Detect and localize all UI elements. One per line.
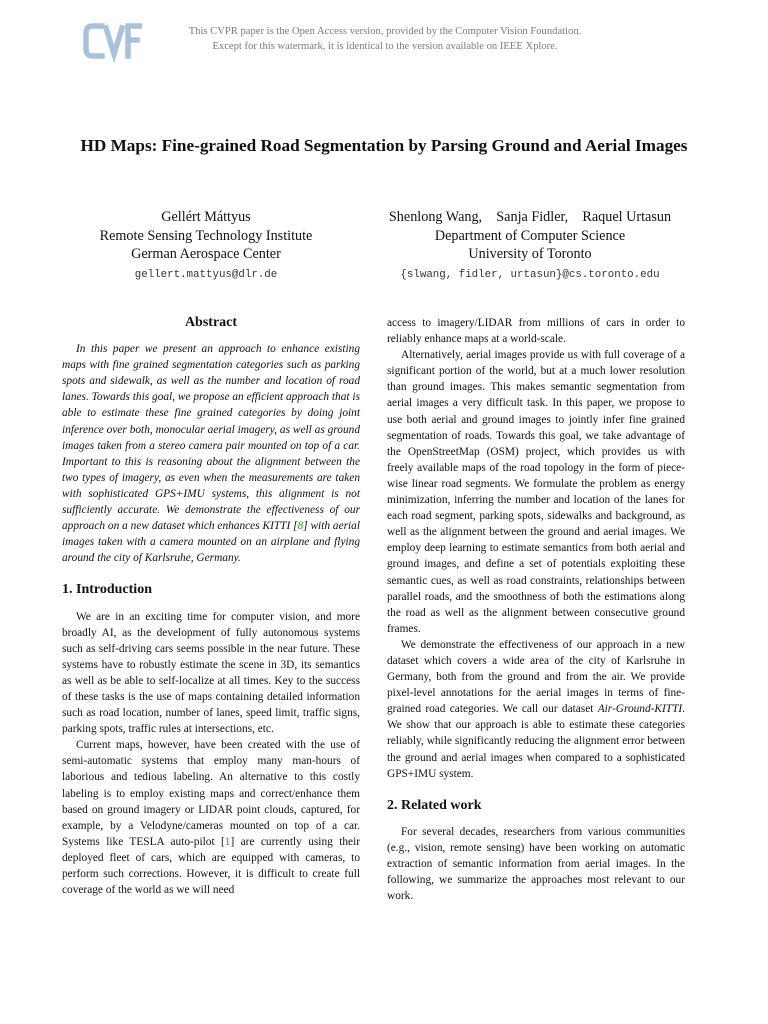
- author-affiliation: University of Toronto: [468, 246, 592, 262]
- author-block-left: [60, 208, 352, 284]
- abstract-text: In this paper we present an approach to enhance existing maps with fine grained segmentation categories such as parking spots and sidewalk, as well as the number and location of road lanes. Towards this goal, we propose an efficient approach that is able to estimate these fine grained categories by doing joint inference over both, monocular aerial imagery, as well as ground images taken from a stereo camera pair mounted on top of a car. Important to this is reasoning about the alignment between the two types of imagery, as even when the measurements are taken with sophisticated GPS+IMU systems, this alignment is not sufficiently accurate. We demonstrate the effectiveness of our approach on a new dataset which enhances KITTI [8] with aerial images taken with a camera mounted on an airplane and flying around the city of Karlsruhe, Germany.: [62, 343, 360, 565]
- citation-link[interactable]: 1: [224, 835, 231, 848]
- watermark-line-2: Except for this watermark, it is identical to the version available on IEEE Xplore.: [212, 41, 558, 52]
- section-heading-related-work: 2. Related work: [387, 797, 482, 813]
- right-column: [387, 315, 685, 904]
- author-affiliation: Department of Computer Science: [434, 227, 626, 244]
- paragraph: Current maps, however, have been created with the use of semi-automatic systems that employ many man-hours of laborious and tedious labeling. An alternative to this costly labeling is to employ existing maps and correct/enhance them based on ground imagery or LIDAR point clouds, captured, for example, by a Velodyne/cameras mounted on top of a car. Systems like TESLA auto-pilot [1] are currently using their deployed fleet of cars, which are equipped with cameras, to perform such corrections. However, it is difficult to create full coverage of the world as we will need: [62, 739, 360, 897]
- abstract-heading: Abstract: [184, 315, 238, 330]
- author-affiliation: German Aerospace Center: [131, 246, 281, 262]
- author-block-right: [352, 208, 708, 284]
- paper-title: HD Maps: Fine-grained Road Segmentation by Parsing Ground and Aerial Images: [80, 136, 688, 155]
- paragraph: We are in an exciting time for computer vision, and more broadly AI, as the development of fully autonomous systems such as self-driving cars seems possible in the near future. These systems have to robustly estimate the scene in 3D, its semantics as well as be able to self-localize at all times. Key to the success of these tasks is the use of maps containing detailed information such as road location, number of lanes, speed limit, traffic signs, parking spots, traffic rules at intersections, etc.: [62, 610, 360, 736]
- paragraph: For several decades, researchers from various communities (e.g., vision, remote sensing) have been working on automatic extraction of semantic information from aerial images. In the following, we summarize the approaches most relevant to our work.: [387, 825, 685, 903]
- abstract: [62, 341, 360, 566]
- left-column: [62, 315, 360, 898]
- watermark-line-1: This CVPR paper is the Open Access version, provided by the Computer Vision Foundation.: [188, 26, 582, 37]
- paragraph: Alternatively, aerial images provide us with full coverage of a significant portion of the world, but at a much lower resolution than ground images. This makes semantic segmentation from aerial images a very difficult task. In this paper, we propose to use both aerial and ground images to jointly infer fine grained segmentation of roads. Towards this goal, we take advantage of the OpenStreetMap (OSM) project, which provides us with freely available maps of the road topology in the form of piece-wise linear road segments. We formulate the problem as energy minimization, inferring the number and location of the lanes for each road segment, parking spots, sidewalks and background, as well as the alignment between the ground and aerial images. We employ deep learning to estimate semantics from both aerial and ground images, and define a set of potentials exploiting these semantic cues, as well as road constraints, relationships between parallel roads, and the smoothness of both the estimations along the road as well as the alignment between consecutive ground frames.: [387, 349, 685, 635]
- author-email: gellert.mattyus@dlr.de: [134, 268, 278, 281]
- author-names: Shenlong Wang, Sanja Fidler, Raquel Urtasun: [388, 209, 672, 225]
- paragraph: access to imagery/LIDAR from millions of cars in order to reliably enhance maps at a world-scale.: [387, 317, 685, 346]
- author-names: Gellért Máttyus: [161, 209, 251, 225]
- author-email: {slwang, fidler, urtasun}@cs.toronto.edu: [400, 268, 660, 281]
- watermark: [150, 24, 620, 54]
- section-heading-introduction: 1. Introduction: [62, 582, 152, 598]
- paragraph: We demonstrate the effectiveness of our approach in a new dataset which covers a wide area of the city of Karlsruhe in Germany, both from the ground and from the air. We provide pixel-level annotations for the aerial images in terms of fine-grained road categories. We call our dataset Air-Ground-KITTI. We show that our approach is able to estimate these categories reliably, while significantly reducing the alignment error between the ground and aerial images when compared to a sophisticated GPS+IMU system.: [387, 638, 685, 780]
- cvf-logo-icon: [82, 18, 142, 62]
- citation-link[interactable]: 8: [297, 520, 304, 533]
- author-affiliation: Remote Sensing Technology Institute: [99, 227, 313, 244]
